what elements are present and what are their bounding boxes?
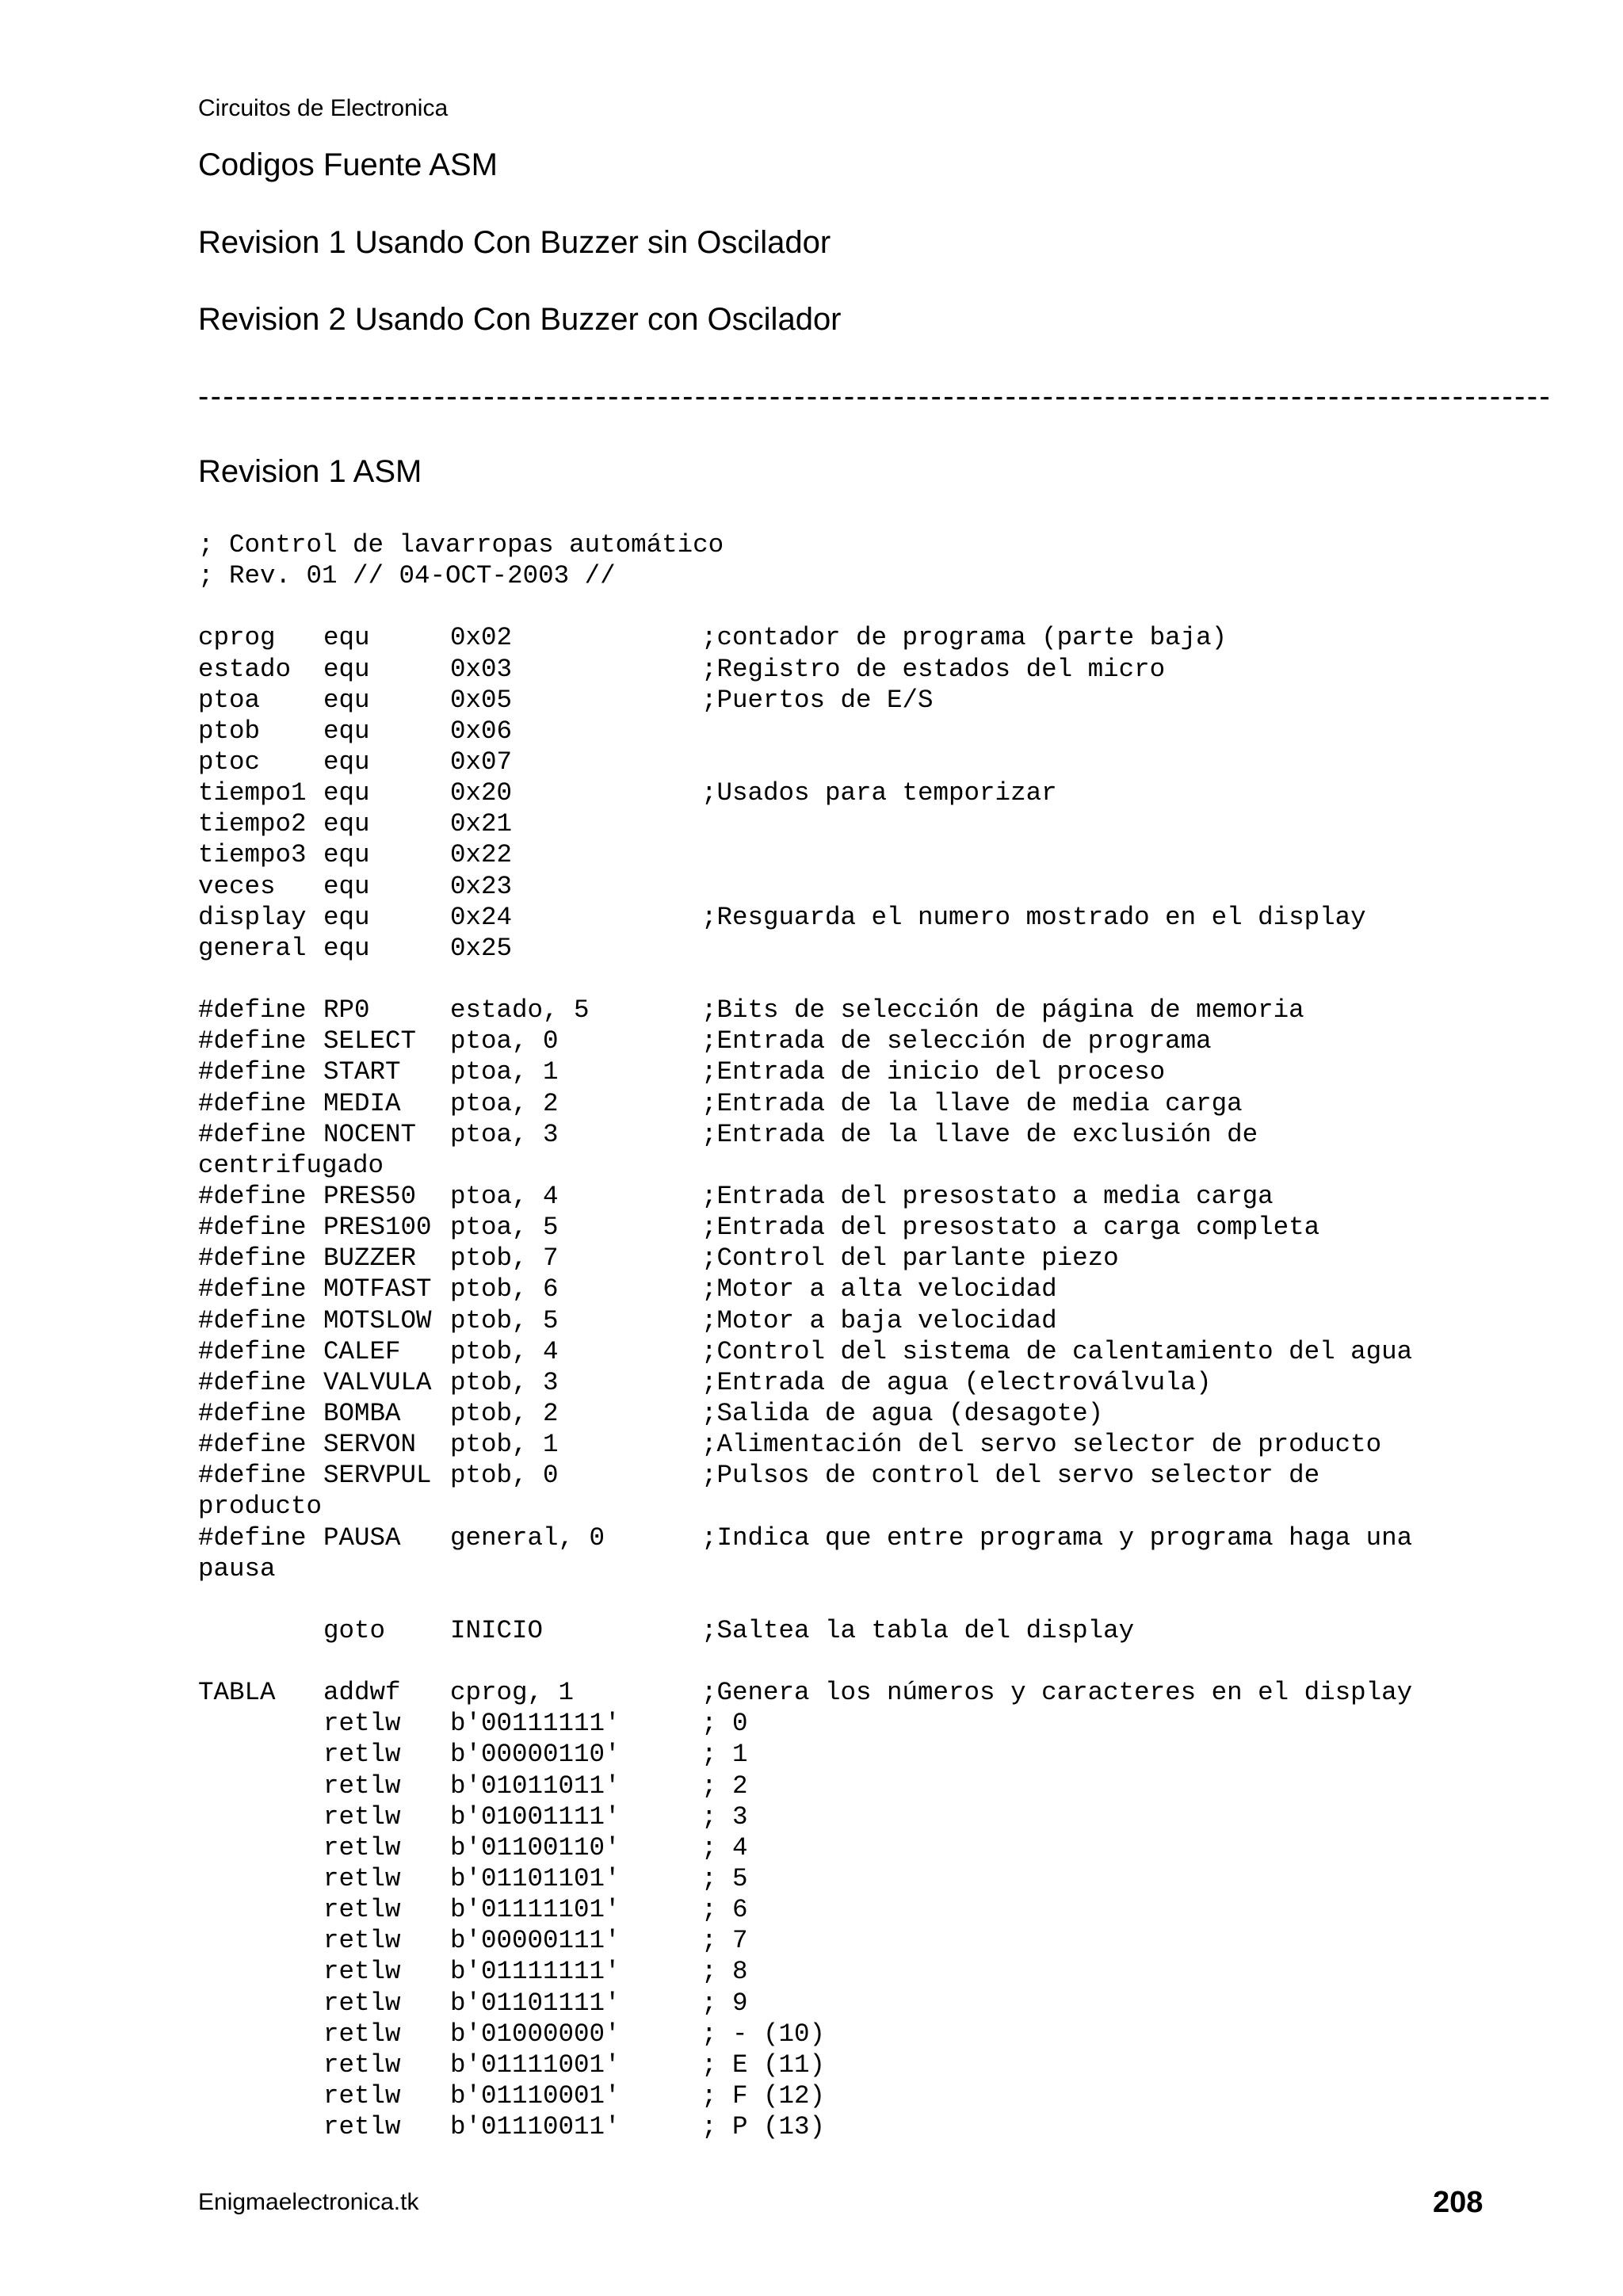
code-comment: ; 2 <box>701 1771 748 1801</box>
code-label: #define <box>198 1274 307 1305</box>
code-comment: ;Resguarda el numero mostrado en el display <box>701 902 1366 932</box>
code-line <box>198 685 1466 716</box>
code-mnemonic: PRES50 <box>323 1181 417 1211</box>
code-label: #define <box>198 1181 307 1211</box>
code-mnemonic: equ <box>323 871 370 901</box>
code-line <box>198 716 1466 747</box>
source-code-listing <box>198 529 1466 2142</box>
code-operand: 0x07 <box>450 747 513 777</box>
code-comment: ;Puertos de E/S <box>701 685 934 715</box>
code-label: #define <box>198 1336 307 1366</box>
code-comment: ; F (12) <box>701 2081 826 2111</box>
code-line <box>198 1771 1466 1801</box>
revision-2-description: Revision 2 Usando Con Buzzer con Oscilador <box>198 302 842 337</box>
code-comment: ;Control del parlante piezo <box>701 1244 1119 1274</box>
code-line <box>198 654 1466 685</box>
code-operand: 0x24 <box>450 902 513 932</box>
section-heading: Revision 1 ASM <box>198 454 422 489</box>
code-operand: b'01011011' <box>450 1771 621 1801</box>
code-operand: ptob, 4 <box>450 1336 559 1366</box>
code-operand: b'00000110' <box>450 1740 621 1770</box>
code-line <box>198 1894 1466 1925</box>
code-line <box>198 1832 1466 1863</box>
code-mnemonic: SERVPUL <box>323 1461 432 1491</box>
code-operand: ptob, 5 <box>450 1305 559 1335</box>
code-mnemonic: retlw <box>323 2050 401 2080</box>
code-line <box>198 1398 1466 1429</box>
code-line <box>198 933 1466 964</box>
code-label: #define <box>198 1057 307 1087</box>
code-line <box>198 2080 1466 2111</box>
code-mnemonic: goto <box>323 1615 386 1645</box>
code-mnemonic: equ <box>323 623 370 653</box>
code-operand: 0x03 <box>450 654 513 684</box>
code-line <box>198 1181 1466 1212</box>
code-line <box>198 747 1466 777</box>
code-mnemonic: equ <box>323 654 370 684</box>
code-comment: ;Control del sistema de calentamiento del agua <box>701 1336 1413 1366</box>
code-mnemonic: retlw <box>323 2112 401 2142</box>
code-operand: ptoa, 4 <box>450 1181 559 1211</box>
code-operand: b'01111101' <box>450 1895 621 1925</box>
code-line <box>198 1367 1466 1398</box>
code-operand: 0x02 <box>450 623 513 653</box>
code-comment: ; P (13) <box>701 2112 826 2142</box>
code-text: producto <box>198 1492 323 1522</box>
code-comment: ;Motor a baja velocidad <box>701 1305 1057 1335</box>
code-comment: ;Genera los números y caracteres en el display <box>701 1678 1413 1708</box>
code-mnemonic: equ <box>323 778 370 808</box>
code-line <box>198 1801 1466 1832</box>
code-line <box>198 1088 1466 1119</box>
code-line <box>198 1460 1466 1491</box>
code-label: ptoa <box>198 685 261 715</box>
code-line <box>198 1243 1466 1274</box>
code-line <box>198 808 1466 839</box>
code-label: general <box>198 933 307 963</box>
code-mnemonic: RP0 <box>323 995 370 1026</box>
code-mnemonic: retlw <box>323 1926 401 1956</box>
code-line <box>198 1274 1466 1305</box>
code-operand: 0x22 <box>450 840 513 870</box>
code-operand: ptoa, 1 <box>450 1057 559 1087</box>
code-operand: ptob, 6 <box>450 1274 559 1305</box>
code-line <box>198 1305 1466 1336</box>
code-comment: ;Pulsos de control del servo selector de <box>701 1461 1320 1491</box>
code-operand: ptoa, 3 <box>450 1119 559 1149</box>
code-operand: b'01101101' <box>450 1864 621 1894</box>
code-comment: ;Salida de agua (desagote) <box>701 1398 1104 1428</box>
code-label: cprog <box>198 623 276 653</box>
code-line <box>198 529 1466 560</box>
code-line <box>198 591 1466 622</box>
code-comment: ; 9 <box>701 1988 748 2018</box>
code-operand: b'01111111' <box>450 1957 621 1987</box>
code-line <box>198 1522 1466 1553</box>
code-operand: ptob, 7 <box>450 1244 559 1274</box>
code-comment: ; 1 <box>701 1740 748 1770</box>
code-mnemonic: NOCENT <box>323 1119 417 1149</box>
code-label: display <box>198 902 307 932</box>
code-comment: ;Registro de estados del micro <box>701 654 1166 684</box>
code-mnemonic: equ <box>323 902 370 932</box>
code-text: pausa <box>198 1553 276 1584</box>
code-mnemonic: CALEF <box>323 1336 401 1366</box>
code-mnemonic: equ <box>323 933 370 963</box>
code-mnemonic: equ <box>323 840 370 870</box>
code-operand: b'01101111' <box>450 1988 621 2018</box>
code-operand: ptoa, 2 <box>450 1088 559 1118</box>
code-operand: b'01100110' <box>450 1832 621 1862</box>
code-label: TABLA <box>198 1678 276 1708</box>
code-line <box>198 560 1466 591</box>
code-comment: ;Indica que entre programa y programa haga una <box>701 1522 1413 1553</box>
code-line <box>198 1646 1466 1677</box>
code-line <box>198 1553 1466 1584</box>
code-comment: ;Entrada del presostato a carga completa <box>701 1213 1320 1243</box>
code-mnemonic: START <box>323 1057 401 1087</box>
code-label: #define <box>198 1088 307 1118</box>
code-line <box>198 964 1466 995</box>
code-line <box>198 2019 1466 2050</box>
code-comment: ; 7 <box>701 1926 748 1956</box>
code-operand: 0x06 <box>450 716 513 746</box>
code-line <box>198 1988 1466 2019</box>
code-mnemonic: MOTFAST <box>323 1274 432 1305</box>
code-mnemonic: SELECT <box>323 1026 417 1056</box>
code-line <box>198 1336 1466 1367</box>
code-text: ; Rev. 01 // 04-OCT-2003 // <box>198 561 616 591</box>
code-comment: ; 3 <box>701 1801 748 1832</box>
code-line <box>198 1056 1466 1087</box>
code-mnemonic: equ <box>323 809 370 839</box>
code-comment: ;Motor a alta velocidad <box>701 1274 1057 1305</box>
code-line <box>198 995 1466 1026</box>
code-mnemonic: retlw <box>323 1740 401 1770</box>
code-comment: ;Entrada de inicio del proceso <box>701 1057 1166 1087</box>
revision-1-description: Revision 1 Usando Con Buzzer sin Oscilador <box>198 225 831 260</box>
code-line <box>198 1739 1466 1770</box>
code-line <box>198 902 1466 933</box>
code-mnemonic: BOMBA <box>323 1398 401 1428</box>
code-label: #define <box>198 995 307 1026</box>
code-comment: ; 8 <box>701 1957 748 1987</box>
running-header: Circuitos de Electronica <box>198 95 449 121</box>
code-line <box>198 1212 1466 1243</box>
code-label: #define <box>198 1367 307 1397</box>
code-operand: b'01111001' <box>450 2050 621 2080</box>
code-operand: ptob, 3 <box>450 1367 559 1397</box>
code-comment: ;Entrada de agua (electroválvula) <box>701 1367 1212 1397</box>
code-mnemonic: retlw <box>323 1957 401 1987</box>
code-line <box>198 1956 1466 1987</box>
code-line <box>198 1863 1466 1894</box>
code-mnemonic: VALVULA <box>323 1367 432 1397</box>
code-label: #define <box>198 1244 307 1274</box>
code-operand: ptoa, 5 <box>450 1213 559 1243</box>
code-comment: ;Saltea la tabla del display <box>701 1615 1135 1645</box>
code-mnemonic: retlw <box>323 1895 401 1925</box>
code-mnemonic: addwf <box>323 1678 401 1708</box>
code-mnemonic: MOTSLOW <box>323 1305 432 1335</box>
code-label: ptob <box>198 716 261 746</box>
code-label: #define <box>198 1026 307 1056</box>
code-operand: 0x25 <box>450 933 513 963</box>
code-line <box>198 1925 1466 1956</box>
code-text: centrifugado <box>198 1150 384 1180</box>
code-mnemonic: equ <box>323 747 370 777</box>
code-line <box>198 1119 1466 1150</box>
code-label: tiempo3 <box>198 840 307 870</box>
code-comment: ; 0 <box>701 1709 748 1739</box>
code-mnemonic: retlw <box>323 1771 401 1801</box>
code-line <box>198 777 1466 808</box>
code-label: tiempo2 <box>198 809 307 839</box>
code-operand: b'00111111' <box>450 1709 621 1739</box>
code-mnemonic: PRES100 <box>323 1213 432 1243</box>
code-mnemonic: equ <box>323 685 370 715</box>
code-operand: b'01001111' <box>450 1801 621 1832</box>
code-line <box>198 1708 1466 1739</box>
code-operand: estado, 5 <box>450 995 590 1026</box>
code-comment: ;Entrada de selección de programa <box>701 1026 1212 1056</box>
code-operand: 0x21 <box>450 809 513 839</box>
code-text: ; Control de lavarropas automático <box>198 530 724 560</box>
code-operand: INICIO <box>450 1615 544 1645</box>
code-label: ptoc <box>198 747 261 777</box>
code-line <box>198 1150 1466 1181</box>
code-mnemonic: SERVON <box>323 1430 417 1460</box>
code-operand: general, 0 <box>450 1522 605 1553</box>
code-comment: ;Bits de selección de página de memoria <box>701 995 1304 1026</box>
code-comment: ;Entrada de la llave de media carga <box>701 1088 1243 1118</box>
code-mnemonic: retlw <box>323 1864 401 1894</box>
code-mnemonic: retlw <box>323 1832 401 1862</box>
code-line <box>198 1584 1466 1615</box>
code-comment: ; - (10) <box>701 2019 826 2049</box>
code-line <box>198 2111 1466 2142</box>
code-label: #define <box>198 1398 307 1428</box>
code-line <box>198 1491 1466 1522</box>
code-line <box>198 622 1466 653</box>
code-label: #define <box>198 1461 307 1491</box>
code-mnemonic: retlw <box>323 1988 401 2018</box>
code-operand: b'01110001' <box>450 2081 621 2111</box>
code-operand: ptob, 0 <box>450 1461 559 1491</box>
code-label: #define <box>198 1522 307 1553</box>
code-mnemonic: BUZZER <box>323 1244 417 1274</box>
page-number: 208 <box>1433 2186 1484 2219</box>
code-comment: ;Alimentación del servo selector de producto <box>701 1430 1382 1460</box>
code-operand: ptoa, 0 <box>450 1026 559 1056</box>
code-operand: b'01110011' <box>450 2112 621 2142</box>
code-mnemonic: retlw <box>323 1709 401 1739</box>
code-label: #define <box>198 1305 307 1335</box>
separator-line: ------------------------------------------------------------------------------------------------------------- <box>198 379 1552 414</box>
code-label: tiempo1 <box>198 778 307 808</box>
code-comment: ; 5 <box>701 1864 748 1894</box>
code-operand: 0x23 <box>450 871 513 901</box>
code-line <box>198 1429 1466 1460</box>
code-comment: ;Entrada del presostato a media carga <box>701 1181 1274 1211</box>
code-comment: ;Usados para temporizar <box>701 778 1057 808</box>
code-operand: 0x20 <box>450 778 513 808</box>
code-mnemonic: retlw <box>323 2081 401 2111</box>
code-operand: b'01000000' <box>450 2019 621 2049</box>
code-line <box>198 1615 1466 1646</box>
code-comment: ; 4 <box>701 1832 748 1862</box>
code-line <box>198 839 1466 870</box>
code-mnemonic: retlw <box>323 1801 401 1832</box>
code-mnemonic: PAUSA <box>323 1522 401 1553</box>
code-comment: ; 6 <box>701 1895 748 1925</box>
code-label: estado <box>198 654 292 684</box>
code-mnemonic: MEDIA <box>323 1088 401 1118</box>
code-operand: b'00000111' <box>450 1926 621 1956</box>
footer-site: Enigmaelectronica.tk <box>198 2189 419 2215</box>
code-label: veces <box>198 871 276 901</box>
code-line <box>198 2050 1466 2080</box>
page-title: Codigos Fuente ASM <box>198 147 498 182</box>
code-comment: ;contador de programa (parte baja) <box>701 623 1228 653</box>
code-operand: 0x05 <box>450 685 513 715</box>
code-mnemonic: equ <box>323 716 370 746</box>
code-line <box>198 871 1466 902</box>
code-comment: ; E (11) <box>701 2050 826 2080</box>
code-operand: ptob, 2 <box>450 1398 559 1428</box>
code-line <box>198 1677 1466 1708</box>
code-operand: ptob, 1 <box>450 1430 559 1460</box>
code-line <box>198 1026 1466 1056</box>
code-operand: cprog, 1 <box>450 1678 575 1708</box>
code-mnemonic: retlw <box>323 2019 401 2049</box>
code-label: #define <box>198 1213 307 1243</box>
code-label: #define <box>198 1430 307 1460</box>
code-comment: ;Entrada de la llave de exclusión de <box>701 1119 1258 1149</box>
code-label: #define <box>198 1119 307 1149</box>
